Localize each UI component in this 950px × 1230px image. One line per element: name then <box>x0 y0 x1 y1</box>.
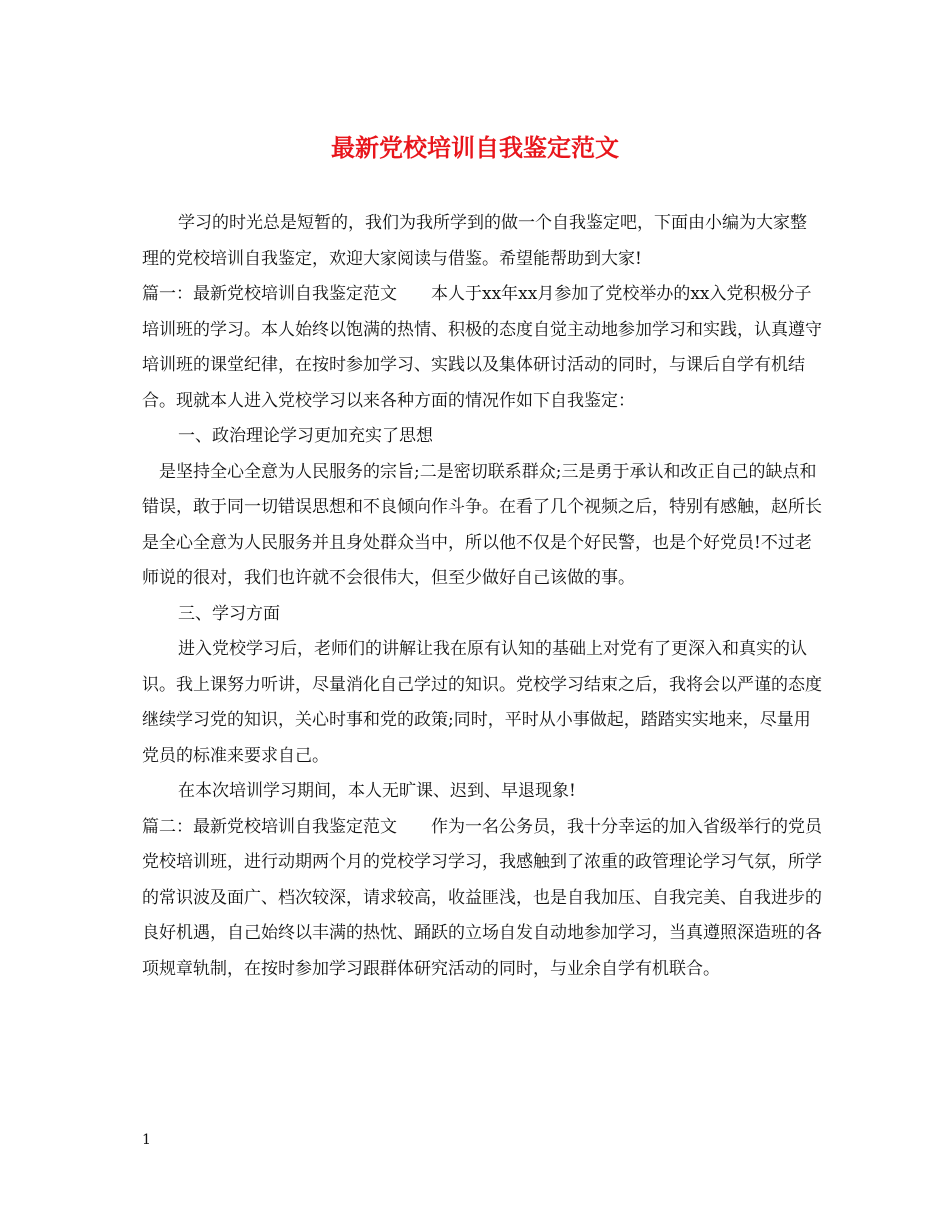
article-two-paragraph: 篇二：最新党校培训自我鉴定范文 作为一名公务员，我十分幸运的加入省级举行的党员党校培训班，进行动期两个月的党校学习学习，我感触到了浓重的政管理论学习气氛，所学的常识波及面广、档次较深，请求较高，收益匪浅，也是自我加压、自我完美、自我进步的良好机遇，自己始终以丰满的热忱、踊跃的立场自发自动地参加学习，当真遵照深造班的各项规章轨制，在按时参加学习跟群体研究活动的同时，与业余自学有机联合。 <box>142 816 822 979</box>
politics-paragraph: 是坚持全心全意为人民服务的宗旨;二是密切联系群众;三是勇于承认和改正自己的缺点和错误，敢于同一切错误思想和不良倾向作斗争。在看了几个视频之后，特别有感触，赵所长是全心全意为人民服务并且身处群众当中，所以他不仅是个好民警，也是个好党员!不过老师说的很对，我们也许就不会很伟大，但至少做好自己该做的事。 <box>142 461 822 588</box>
intro-paragraph: 学习的时光总是短暂的，我们为我所学到的做一个自我鉴定吧，下面由小编为大家整理的党校培训自我鉴定，欢迎大家阅读与借鉴。希望能帮助到大家! <box>142 213 807 269</box>
page-number: 1 <box>142 1132 151 1148</box>
attendance-paragraph: 在本次培训学习期间，本人无旷课、迟到、早退现象! <box>178 781 576 801</box>
document-body <box>142 206 822 987</box>
document-title: 最新党校培训自我鉴定范文 <box>331 133 619 162</box>
study-paragraph: 进入党校学习后，老师们的讲解让我在原有认知的基础上对党有了更深入和真实的认识。我上课努力听讲，尽量消化自己学过的知识。党校学习结束之后，我将会以严谨的态度继续学习党的知识，关心时事和党的政策;同时，平时从小事做起，踏踏实实地来，尽量用党员的标准来要求自己。 <box>142 639 822 766</box>
section-heading-politics: 一、政治理论学习更加充实了思想 <box>178 426 433 446</box>
article-one-paragraph: 篇一：最新党校培训自我鉴定范文 本人于xx年xx月参加了党校举办的xx入党积极分子培训班的学习。本人始终以饱满的热情、积极的态度自觉主动地参加学习和实践，认真遵守培训班的课堂纪律，在按时参加学习、实践以及集体研讨活动的同时，与课后自学有机结合。现就本人进入党校学习以来各种方面的情况作如下自我鉴定： <box>142 284 822 411</box>
section-heading-study: 三、学习方面 <box>178 603 280 624</box>
